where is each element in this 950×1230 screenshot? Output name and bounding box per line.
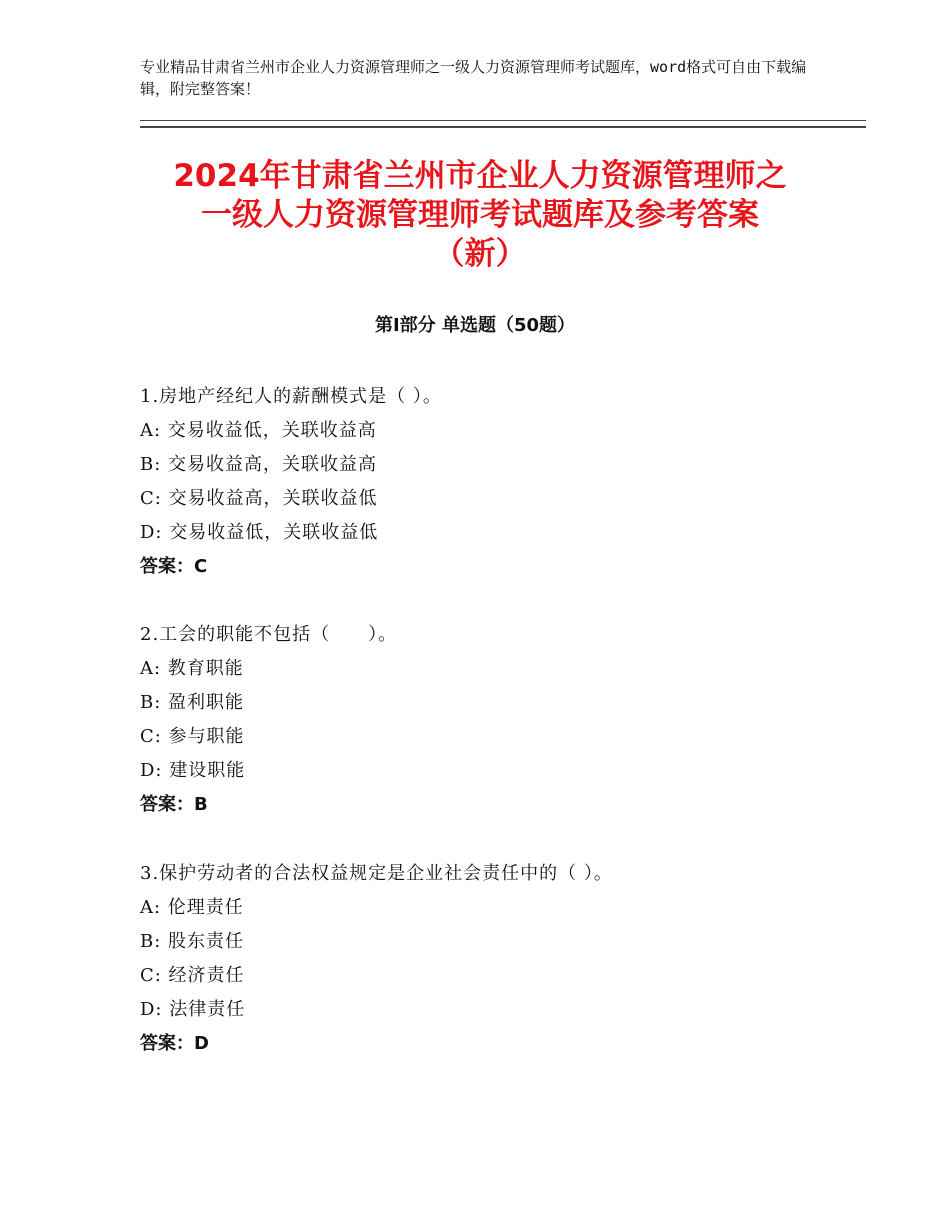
title-line-3: （新） — [433, 236, 527, 272]
option-a: A: 交易收益低，关联收益高 — [140, 420, 377, 441]
answer-label: 答案：C — [140, 556, 208, 577]
option-a: A: 伦理责任 — [140, 897, 244, 918]
question-3 — [140, 857, 860, 1061]
option-d: D: 交易收益低，关联收益低 — [140, 522, 379, 543]
title-line-2: 一级人力资源管理师考试题库及参考答案 — [201, 197, 759, 233]
option-d: D: 法律责任 — [140, 999, 246, 1020]
answer-label: 答案：D — [140, 1033, 209, 1054]
section-title: 第Ⅰ部分 单选题（50题） — [374, 315, 575, 336]
question-stem: 1.房地产经纪人的薪酬模式是（ ）。 — [140, 386, 442, 407]
answer-label: 答案：B — [140, 794, 208, 815]
question-1 — [140, 380, 860, 584]
option-b: B: 盈利职能 — [140, 692, 245, 713]
option-a: A: 教育职能 — [140, 658, 244, 679]
option-b: B: 股东责任 — [140, 931, 245, 952]
question-stem: 3.保护劳动者的合法权益规定是企业社会责任中的（ ）。 — [140, 863, 613, 884]
question-stem: 2.工会的职能不包括（ ）。 — [140, 624, 398, 645]
option-c: C: 经济责任 — [140, 965, 245, 986]
header-note: 专业精品甘肃省兰州市企业人力资源管理师之一级人力资源管理师考试题库，word格式可自由下载编辑，附完整答案！ — [140, 58, 807, 98]
header-divider — [140, 120, 866, 128]
option-b: B: 交易收益高，关联收益高 — [140, 454, 378, 475]
question-2 — [140, 618, 860, 822]
document-title — [100, 157, 860, 274]
option-d: D: 建设职能 — [140, 760, 246, 781]
option-c: C: 参与职能 — [140, 726, 245, 747]
title-line-1: 2024年甘肃省兰州市企业人力资源管理师之 — [173, 158, 787, 194]
option-c: C: 交易收益高，关联收益低 — [140, 488, 378, 509]
